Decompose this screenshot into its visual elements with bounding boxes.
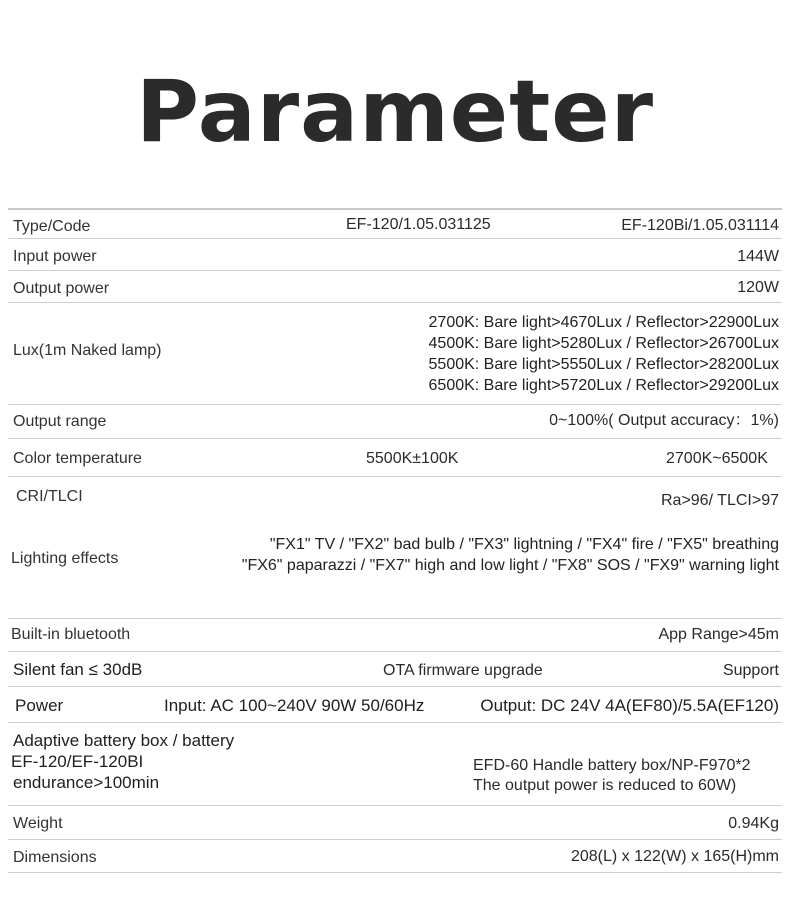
type-code-label: Type/Code <box>13 218 91 235</box>
battery-label-line: endurance>100min <box>13 773 160 792</box>
table-divider <box>8 476 782 477</box>
output-power-label: Output power <box>13 280 110 297</box>
silent-fan-label: Silent fan ≤ 30dB <box>13 660 143 679</box>
lux-line: 4500K: Bare light>5280Lux / Reflector>26700Lux <box>428 335 779 352</box>
table-divider <box>8 404 782 405</box>
ota-firmware-value: Support <box>722 662 779 679</box>
output-range-label: Output range <box>13 413 107 430</box>
dimensions-label: Dimensions <box>13 849 97 866</box>
type-code-value-2: EF-120Bi/1.05.031114 <box>621 217 779 234</box>
color-temperature-label: Color temperature <box>13 450 142 467</box>
lighting-effects-line: "FX6" paparazzi / "FX7" high and low light / "FX8" SOS / "FX9" warning light <box>241 557 779 574</box>
bluetooth-label: Built-in bluetooth <box>11 626 131 643</box>
output-range-value: 0~100%( Output accuracy：1%) <box>549 412 779 429</box>
ota-firmware-label: OTA firmware upgrade <box>383 662 543 679</box>
table-divider <box>8 651 782 652</box>
cri-tlci-value: Ra>96/ TLCI>97 <box>660 492 779 509</box>
dimensions-value: 208(L) x 122(W) x 165(H)mm <box>570 848 779 865</box>
battery-value-line: EFD-60 Handle battery box/NP-F970*2 <box>473 757 751 774</box>
lighting-effects-label: Lighting effects <box>11 550 119 567</box>
output-power-value: 120W <box>737 279 779 296</box>
power-output-value: Output: DC 24V 4A(EF80)/5.5A(EF120) <box>480 696 779 715</box>
table-divider <box>8 686 782 687</box>
cri-tlci-label: CRI/TLCI <box>16 488 83 505</box>
input-power-label: Input power <box>13 248 97 265</box>
table-divider <box>8 302 782 303</box>
lux-line: 6500K: Bare light>5720Lux / Reflector>29200Lux <box>428 377 779 394</box>
power-label: Power <box>15 696 64 715</box>
lux-label: Lux(1m Naked lamp) <box>13 342 162 359</box>
battery-label-line: Adaptive battery box / battery <box>13 731 235 750</box>
weight-value: 0.94Kg <box>728 815 779 832</box>
table-divider <box>8 839 782 840</box>
lux-line: 2700K: Bare light>4670Lux / Reflector>22900Lux <box>428 314 779 331</box>
lux-values <box>429 312 779 396</box>
lighting-effects-line: "FX1" TV / "FX2" bad bulb / "FX3" lightning / "FX4" fire / "FX5" breathing <box>269 536 779 553</box>
table-divider <box>8 618 782 619</box>
table-divider <box>8 270 782 271</box>
color-temperature-value-2: 2700K~6500K <box>666 450 768 467</box>
table-divider <box>8 805 782 806</box>
table-divider <box>8 722 782 723</box>
table-divider <box>8 208 782 210</box>
weight-label: Weight <box>13 815 63 832</box>
battery-value-line: The output power is reduced to 60W) <box>473 777 737 794</box>
table-divider <box>8 238 782 239</box>
page-title: Parameter <box>136 62 654 162</box>
battery-label <box>13 730 234 793</box>
lux-line: 5500K: Bare light>5550Lux / Reflector>28200Lux <box>428 356 779 373</box>
input-power-value: 144W <box>737 248 779 265</box>
power-input-value: Input: AC 100~240V 90W 50/60Hz <box>164 696 425 715</box>
lighting-effects-values <box>242 534 779 576</box>
battery-value <box>473 756 750 796</box>
table-divider <box>8 872 782 873</box>
table-divider <box>8 438 782 439</box>
type-code-value-1: EF-120/1.05.031125 <box>346 216 491 233</box>
battery-label-line: EF-120/EF-120BI <box>11 752 144 771</box>
color-temperature-value-1: 5500K±100K <box>366 450 459 467</box>
bluetooth-value: App Range>45m <box>658 626 779 643</box>
